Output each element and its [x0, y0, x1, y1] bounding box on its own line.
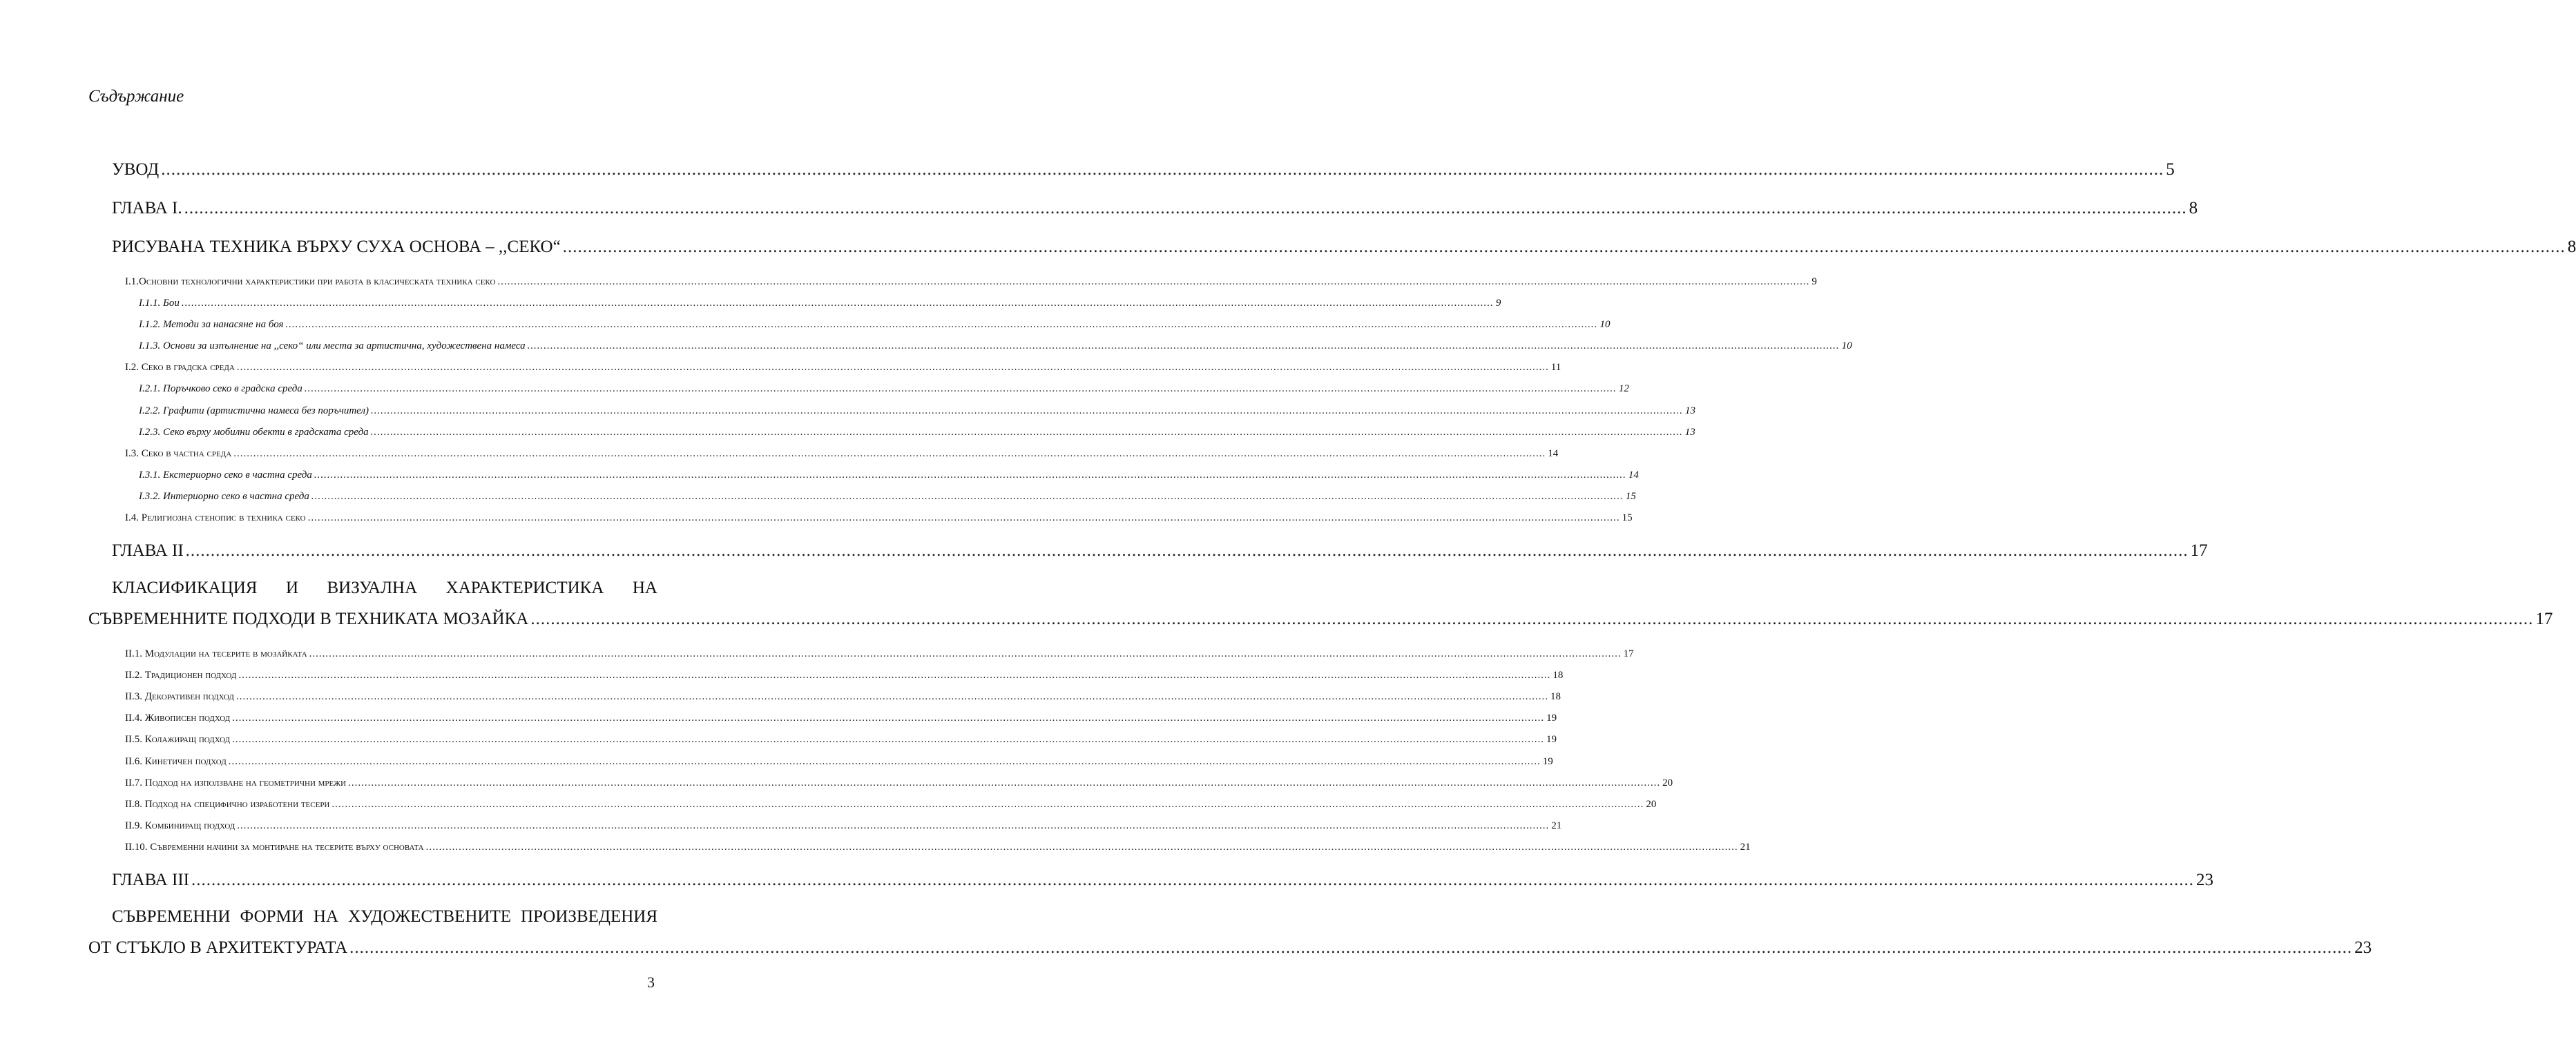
toc-entry-title: ГЛАВА III [112, 871, 189, 889]
toc-entry-page: 17 [2535, 610, 2553, 628]
toc-entry-title: II.9. Комбиниращ подход [125, 820, 236, 831]
page-title: Съдържание [88, 87, 184, 106]
toc-entry-page: 20 [1662, 777, 1673, 788]
toc-entry-page: 13 [1685, 405, 1696, 416]
toc-entry-s2-4[interactable] [125, 713, 1557, 724]
toc-entry-page: 5 [2166, 160, 2175, 179]
toc-entry-title: I.1.3. Основи за изпълнение на ,,секо“ или места за артистична, художествена намеса [139, 340, 526, 351]
toc-entry-page: 14 [1628, 470, 1639, 481]
toc-entry-page: 8 [2567, 238, 2576, 256]
toc-entry-page: 15 [1625, 491, 1636, 502]
toc-entry-page: 11 [1550, 362, 1561, 373]
toc-leader-dots: ................................................................................................................................................................................................................................................................................................................................................................................................................ [285, 319, 1598, 330]
toc-entry-s1-2-2[interactable] [139, 405, 1696, 417]
toc-leader-dots: ................................................................................................................................................................................................................................................................................................................................................................................................................ [527, 340, 1840, 351]
toc-entry-page: 14 [1548, 448, 1559, 459]
toc-entry-page: 17 [2190, 541, 2208, 560]
toc-leader-dots: ................................................................................................................................................................................................................................................................................................................................................................................................................ [233, 448, 1546, 459]
toc-entry-s2-8[interactable] [125, 799, 1657, 811]
toc-entry-ch3[interactable] [112, 871, 2213, 890]
toc-entry-page: 23 [2354, 938, 2372, 957]
toc-entry-ch1[interactable] [112, 199, 2198, 218]
toc-entry-title: I.1.Основни технологични характеристики при работа в класическата техника секо [125, 276, 496, 287]
toc-entry-page: 8 [2189, 199, 2198, 217]
toc-entry-title: I.1.2. Методи за нанасяне на боя [139, 319, 284, 330]
toc-entry-title: УВОД [112, 160, 160, 179]
toc-entry-ch3-title-line1[interactable]: СЪВРЕМЕННИ ФОРМИ НА ХУДОЖЕСТВЕНИТЕ ПРОИЗВЕДЕНИЯ [112, 907, 657, 926]
toc-entry-page: 18 [1550, 691, 1561, 702]
toc-entry-title: ГЛАВА I. [112, 199, 182, 217]
toc-entry-title: II.5. Колажиращ подход [125, 734, 230, 745]
toc-leader-dots: ................................................................................................................................................................................................................................................................................................................................................................................................................ [425, 842, 1738, 853]
toc-entry-s1-1-2[interactable] [139, 319, 1611, 331]
toc-leader-dots: ................................................................................................................................................................................................................................................................................................................................................................................................................ [228, 756, 1541, 767]
toc-leader-dots: ................................................................................................................................................................................................................................................................................................................................................................................................................ [307, 512, 1620, 523]
toc-entry-page: 18 [1553, 670, 1564, 681]
toc-entry-s2-1[interactable] [125, 648, 1634, 660]
toc-entry-s1-3[interactable] [125, 448, 1559, 460]
toc-entry-s2-3[interactable] [125, 691, 1561, 703]
toc-entry-s1-1[interactable] [125, 276, 1817, 288]
toc-leader-dots: ................................................................................................................................................................................................................................................................................................................................................................................................................ [237, 820, 1550, 831]
toc-entry-page: 13 [1684, 427, 1695, 438]
toc-entry-title: II.1. Модулации на тесерите в мозайката [125, 648, 307, 659]
toc-entry-title: I.2.1. Поръчково секо в градска среда [139, 383, 302, 394]
toc-entry-s1-2[interactable] [125, 362, 1561, 374]
toc-entry-page: 15 [1622, 512, 1633, 523]
toc-leader-dots: ................................................................................................................................................................................................................................................................................................................................................................................................................ [304, 383, 1617, 394]
toc-entry-s2-6[interactable] [125, 756, 1553, 768]
toc-entry-page: 12 [1618, 383, 1629, 394]
toc-entry-title: II.6. Кинетичен подход [125, 756, 227, 767]
toc-entry-title: ОТ СТЪКЛО В АРХИТЕКТУРАТА [88, 938, 348, 957]
toc-leader-dots: ................................................................................................................................................................................................................................................................................................................................................................................................................ [184, 199, 2187, 217]
page-number: 3 [647, 974, 655, 991]
toc-entry-ch1-title[interactable] [112, 238, 2576, 257]
toc-entry-ch2-title-line1[interactable]: КЛАСИФИКАЦИЯ И ВИЗУАЛНА ХАРАКТЕРИСТИКА НА [112, 579, 657, 597]
toc-leader-dots: ................................................................................................................................................................................................................................................................................................................................................................................................................ [562, 238, 2566, 256]
toc-leader-dots: ................................................................................................................................................................................................................................................................................................................................................................................................................ [530, 610, 2534, 628]
toc-entry-page: 19 [1546, 734, 1557, 745]
toc-entry-page: 21 [1551, 820, 1562, 831]
toc-entry-title: II.10. Съвременни начини за монтиране на тесерите върху основата [125, 842, 424, 853]
toc-entry-uvod[interactable] [112, 160, 2175, 180]
toc-leader-dots: ................................................................................................................................................................................................................................................................................................................................................................................................................ [331, 799, 1644, 810]
toc-entry-s1-4[interactable] [125, 512, 1633, 524]
toc-entry-title: I.3.1. Екстериорно секо в частна среда [139, 470, 312, 481]
toc-entry-page: 9 [1811, 276, 1817, 287]
toc-entry-page: 17 [1623, 648, 1634, 659]
toc-entry-title: II.8. Подход на специфично изработени тесери [125, 799, 330, 810]
toc-entry-s1-2-3[interactable] [139, 427, 1695, 438]
toc-entry-ch2[interactable] [112, 541, 2208, 561]
toc-entry-title: РИСУВАНА ТЕХНИКА ВЪРХУ СУХА ОСНОВА – ,,СЕКО“ [112, 238, 561, 256]
toc-entry-title: II.3. Декоративен подход [125, 691, 234, 702]
toc-entry-page: 10 [1599, 319, 1611, 330]
toc-leader-dots: ................................................................................................................................................................................................................................................................................................................................................................................................................ [238, 670, 1551, 681]
toc-leader-dots: ................................................................................................................................................................................................................................................................................................................................................................................................................ [236, 362, 1549, 373]
toc-leader-dots: ................................................................................................................................................................................................................................................................................................................................................................................................................ [181, 298, 1494, 309]
toc-entry-page: 10 [1841, 340, 1852, 351]
toc-leader-dots: ................................................................................................................................................................................................................................................................................................................................................................................................................ [161, 160, 2164, 179]
toc-entry-ch3-title-line2[interactable] [88, 938, 2372, 958]
toc-entry-title: I.1.1. Бои [139, 298, 180, 309]
toc-entry-ch2-title-line2[interactable] [88, 610, 2553, 629]
toc-leader-dots: ................................................................................................................................................................................................................................................................................................................................................................................................................ [348, 777, 1661, 788]
toc-entry-s2-2[interactable] [125, 670, 1564, 681]
toc-entry-page: 23 [2195, 871, 2213, 889]
toc-entry-title: I.3.2. Интериорно секо в частна среда [139, 491, 309, 502]
toc-leader-dots: ................................................................................................................................................................................................................................................................................................................................................................................................................ [231, 734, 1544, 745]
toc-leader-dots: ................................................................................................................................................................................................................................................................................................................................................................................................................ [236, 691, 1548, 702]
toc-leader-dots: ................................................................................................................................................................................................................................................................................................................................................................................................................ [314, 470, 1626, 481]
toc-leader-dots: ................................................................................................................................................................................................................................................................................................................................................................................................................ [311, 491, 1624, 502]
toc-entry-s1-2-1[interactable] [139, 383, 1629, 395]
toc-entry-page: 19 [1546, 713, 1557, 724]
toc-entry-title: II.4. Живописен подход [125, 713, 231, 724]
toc-entry-title: I.4. Религиозна стенопис в техника секо [125, 512, 306, 523]
toc-entry-title: СЪВРЕМЕННИТЕ ПОДХОДИ В ТЕХНИКАТА МОЗАЙКА [88, 610, 529, 628]
toc-entry-page: 20 [1646, 799, 1657, 810]
toc-entry-title: II.7. Подход на използване на геометрични мрежи [125, 777, 347, 788]
toc-entry-page: 9 [1495, 298, 1501, 309]
toc-leader-dots: ................................................................................................................................................................................................................................................................................................................................................................................................................ [185, 541, 2189, 560]
toc-entry-s2-5[interactable] [125, 734, 1557, 746]
toc-leader-dots: ................................................................................................................................................................................................................................................................................................................................................................................................................ [370, 427, 1683, 438]
toc-entry-title: I.2. Секо в градска среда [125, 362, 235, 373]
toc-leader-dots: ................................................................................................................................................................................................................................................................................................................................................................................................................ [349, 938, 2353, 957]
toc-entry-title: I.2.3. Секо върху мобилни обекти в градската среда [139, 427, 369, 438]
toc-entry-s2-9[interactable] [125, 820, 1562, 832]
toc-entry-s1-3-2[interactable] [139, 491, 1636, 503]
toc-entry-title: I.2.2. Графити (артистична намеса без поръчител) [139, 405, 369, 416]
toc-leader-dots: ................................................................................................................................................................................................................................................................................................................................................................................................................ [232, 713, 1545, 724]
toc-entry-title: II.2. Традиционен подход [125, 670, 237, 681]
toc-leader-dots: ................................................................................................................................................................................................................................................................................................................................................................................................................ [371, 405, 1684, 416]
toc-entry-page: 21 [1740, 842, 1751, 853]
toc-entry-s2-7[interactable] [125, 777, 1673, 789]
toc-entry-s1-1-3[interactable] [139, 340, 1852, 352]
toc-entry-s1-1-1[interactable] [139, 298, 1501, 309]
toc-leader-dots: ................................................................................................................................................................................................................................................................................................................................................................................................................ [191, 871, 2194, 889]
toc-leader-dots: ................................................................................................................................................................................................................................................................................................................................................................................................................ [497, 276, 1810, 287]
toc-entry-title: ГЛАВА II [112, 541, 184, 560]
toc-entry-s1-3-1[interactable] [139, 470, 1639, 481]
toc-leader-dots: ................................................................................................................................................................................................................................................................................................................................................................................................................ [309, 648, 1622, 659]
toc-entry-s2-10[interactable] [125, 842, 1751, 853]
toc-entry-page: 19 [1542, 756, 1553, 767]
toc-entry-title: I.3. Секо в частна среда [125, 448, 232, 459]
